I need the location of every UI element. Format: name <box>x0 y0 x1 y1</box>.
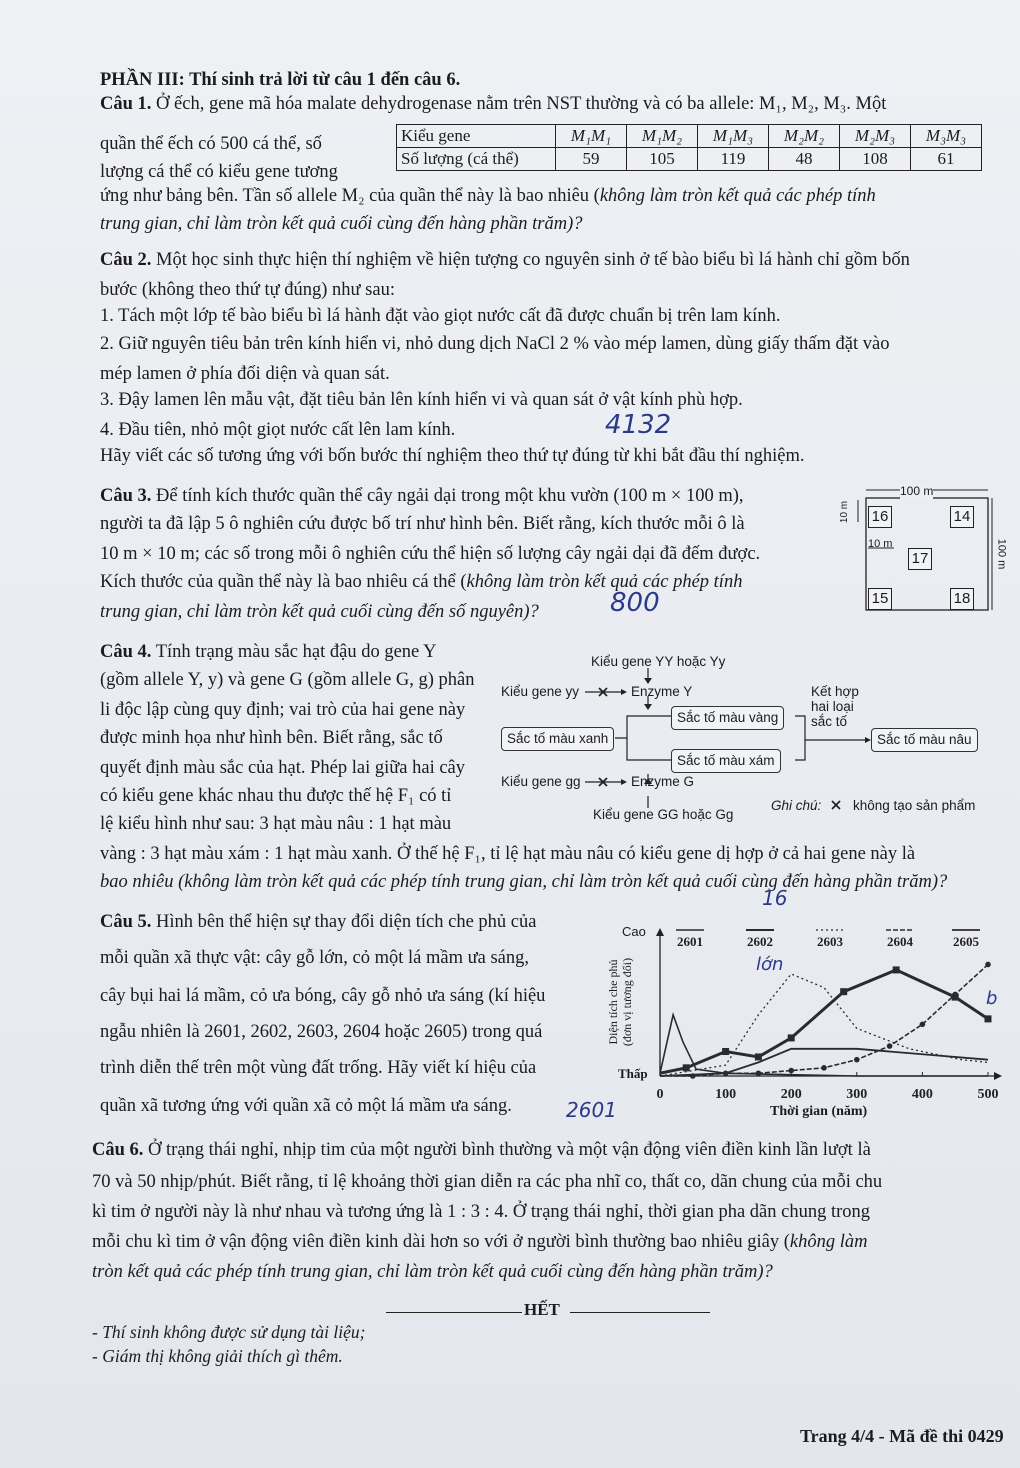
series-point-2602 <box>722 1048 729 1055</box>
q5-line6: quần xã tương ứng với quần xã cỏ một lá mầm ưa sáng. <box>100 1096 512 1116</box>
q4-line4: được minh họa như hình bên. Biết rằng, sắc tố <box>100 728 443 748</box>
page-number: Trang 4/4 - Mã đề thi 0429 <box>800 1426 1004 1446</box>
q4-line3: li độc lập cùng quy định; vai trò của hai gene này <box>100 700 466 720</box>
q1-line4 <box>100 182 876 210</box>
handwriting-answer-q3: 800 <box>610 588 660 618</box>
box-green-pigment: Sắc tố màu xanh <box>501 727 614 751</box>
legend-label-2604: 2604 <box>887 934 913 949</box>
q5-line5: trình diễn thế trên một vùng đất trống. Hãy viết kí hiệu của <box>100 1058 537 1078</box>
label-enzyme-g: Enzyme G <box>631 774 695 789</box>
table-cell: 108 <box>840 148 911 171</box>
dim-right: 100 m <box>995 538 1008 570</box>
annotation-b: b <box>986 988 998 1009</box>
q4-label: Câu 4. <box>100 642 152 662</box>
end-rule-left <box>386 1312 522 1313</box>
series-line-2602 <box>660 970 988 1073</box>
label-combine: Kết hợp hai loại sắc tố <box>811 684 859 729</box>
y-low-label: Thấp <box>618 1066 648 1081</box>
q3-text-4a: Kích thước của quần thể này là bao nhiêu cá thể ( <box>100 572 467 592</box>
box-yellow-pigment: Sắc tố màu vàng <box>671 706 784 730</box>
table-cell: 105 <box>627 148 698 171</box>
series-point-2604 <box>821 1065 827 1071</box>
table-cell: M₁M₂ <box>627 125 698 148</box>
series-point-2604 <box>887 1043 893 1049</box>
q4-text-1: Tính trạng màu sắc hạt đậu do gene Y <box>155 642 437 662</box>
end-marker: HẾT <box>524 1300 560 1319</box>
footer-note-1: - Thí sinh không được sử dụng tài liệu; <box>92 1322 366 1342</box>
plot-17: 17 <box>908 548 932 570</box>
table-cell: 61 <box>911 148 982 171</box>
table-cell: 119 <box>698 148 769 171</box>
pathway-diagram <box>495 650 995 830</box>
handwriting-answer-q5: 2601 <box>566 1098 617 1122</box>
q3-line5: trung gian, chỉ làm tròn kết quả cuối cùng đến số nguyên)? <box>100 602 539 622</box>
q2-step4: 4. Đầu tiên, nhỏ một giọt nước cất lên lam kính. <box>100 420 456 440</box>
x-tick-label: 100 <box>715 1087 737 1102</box>
q6-text-1: Ở trạng thái nghỉ, nhịp tim của một người bình thường và một vận động viên điền kinh lần lượt là <box>148 1140 871 1160</box>
q1-line2: quần thể ếch có 500 cá thể, số <box>100 134 322 154</box>
q4-line5: quyết định màu sắc của hạt. Phép lai giữa hai cây <box>100 758 466 778</box>
chart-svg <box>610 918 1010 1126</box>
legend-label-2605: 2605 <box>953 934 979 949</box>
q6-text-4a: mỗi chu kì tim ở vận động viên điền kinh dài hơn so với ở người bình thường bao nhiêu giây ( <box>92 1232 790 1252</box>
table-cell: 48 <box>769 148 840 171</box>
x-axis-label: Thời gian (năm) <box>770 1104 868 1119</box>
q5-text-1: Hình bên thể hiện sự thay đổi diện tích che phủ của <box>156 912 537 932</box>
plot-15: 15 <box>868 588 892 610</box>
q6-line4 <box>92 1228 868 1256</box>
q4-line7: lệ kiểu hình như sau: 3 hạt màu nâu : 1 hạt màu <box>100 814 452 834</box>
section-title: PHẦN III: Thí sinh trả lời từ câu 1 đến câu 6. <box>100 70 461 90</box>
q1-text-1: Ở ếch, gene mã hóa malate dehydrogenase nằm trên NST thường và có ba allele: M₁, M₂, M₃. Một <box>156 94 887 114</box>
x-axis-arrow <box>994 1072 1002 1080</box>
q2-line2: bước (không theo thứ tự đúng) như sau: <box>100 280 395 300</box>
y-high-label: Cao <box>622 924 646 939</box>
q2-label: Câu 2. <box>100 250 152 270</box>
label-kg-YY: Kiểu gene YY hoặc Yy <box>591 654 726 669</box>
q6-line5: tròn kết quả các phép tính trung gian, chỉ làm tròn kết quả cuối cùng đến hàng phần trăm)? <box>92 1262 773 1282</box>
q5-line3: cây bụi hai lá mầm, cỏ ưa bóng, cây gỗ nhỏ ưa sáng (kí hiệu <box>100 986 546 1006</box>
series-point-2604 <box>985 962 991 968</box>
q5-line2: mỗi quần xã thực vật: cây gỗ lớn, cỏ một lá mầm ưa sáng, <box>100 948 530 968</box>
series-point-2604 <box>788 1068 794 1074</box>
plot-14: 14 <box>950 506 974 528</box>
dim-left: 10 m <box>839 500 851 524</box>
dim-top: 100 m <box>900 484 934 498</box>
q3-line2: người ta đã lập 5 ô nghiên cứu được bố trí như hình bên. Biết rằng, kích thước mỗi ô là <box>100 514 745 534</box>
q2-line1 <box>100 246 910 274</box>
series-point-2602 <box>788 1034 795 1041</box>
q1-label: Câu 1. <box>100 94 152 114</box>
q1-line3: lượng cá thể có kiểu gene tương <box>100 162 338 182</box>
label-kg-GG: Kiểu gene GG hoặc Gg <box>593 807 734 822</box>
q4-line8: vàng : 3 hạt màu xám : 1 hạt màu xanh. Ở thế hệ F₁, tỉ lệ hạt màu nâu có kiểu gene dị hợp ở cả hai gene này là <box>100 844 916 864</box>
end-rule-right <box>570 1312 710 1313</box>
note-label: Ghi chú: <box>771 798 822 813</box>
plot-16: 16 <box>868 506 892 528</box>
label-enzyme-y: Enzyme Y <box>631 684 693 699</box>
series-point-2604 <box>952 992 958 998</box>
q6-line3: kì tim ở người này là như nhau và tương ứng là 1 : 3 : 4. Ở trạng thái nghỉ, thời gian pha dãn chung trong <box>92 1202 871 1222</box>
q3-text-1: Để tính kích thước quần thể cây ngải dại trong một khu vườn (100 m × 100 m), <box>156 486 744 506</box>
y-axis-arrow <box>656 928 664 936</box>
legend-label-2602: 2602 <box>747 934 773 949</box>
q2-text-1: Một học sinh thực hiện thí nghiệm về hiện tượng co nguyên sinh ở tế bào biểu bì lá hành chỉ gồm bốn <box>156 250 910 270</box>
table-row <box>397 125 982 148</box>
q2-ask: Hãy viết các số tương ứng với bốn bước thí nghiệm theo thứ tự đúng từ khi bắt đầu thí nghiệm. <box>100 446 805 466</box>
table-cell: 59 <box>556 148 627 171</box>
quadrat-figure <box>840 482 1010 622</box>
legend-label-2601: 2601 <box>677 934 703 949</box>
q3-line3: 10 m × 10 m; các số trong mỗi ô nghiên cứu thể hiện số lượng cây ngải dại đã đếm được. <box>100 544 761 564</box>
handwriting-answer-q4: 16 <box>762 886 788 910</box>
note-text: không tạo sản phẩm <box>853 798 976 813</box>
q4-line2: (gồm allele Y, y) và gene G (gồm allele G, g) phân <box>100 670 475 690</box>
plot-18: 18 <box>950 588 974 610</box>
q3-line1 <box>100 482 744 510</box>
q5-line1 <box>100 908 536 936</box>
q6-line1 <box>92 1136 871 1164</box>
series-point-2602 <box>985 1015 992 1022</box>
q2-step1: 1. Tách một lớp tế bào biểu bì lá hành đặt vào giọt nước cất đã được chuẩn bị trên lam kính. <box>100 306 781 326</box>
q1-text-4b: không làm tròn kết quả các phép tính <box>599 186 876 206</box>
table-cell: M₂M₂ <box>769 125 840 148</box>
x-tick-label: 500 <box>977 1087 999 1102</box>
handwriting-answer-q2: 4132 <box>605 410 672 440</box>
q4-line1 <box>100 638 437 666</box>
q2-step2a: 2. Giữ nguyên tiêu bản trên kính hiển vi, nhỏ dung dịch NaCl 2 % vào mép lamen, dùng giấy thấm đặt vào <box>100 334 890 354</box>
legend-label-2603: 2603 <box>817 934 843 949</box>
q3-label: Câu 3. <box>100 486 152 506</box>
series-point-2604 <box>756 1070 762 1076</box>
series-point-2602 <box>683 1064 690 1071</box>
x-tick-label: 400 <box>911 1087 933 1102</box>
x-tick-label: 300 <box>846 1087 868 1102</box>
q5-line4: ngẫu nhiên là 2601, 2602, 2603, 2604 hoặc 2605) trong quá <box>100 1022 543 1042</box>
series-line-2605 <box>660 1049 988 1076</box>
q1-line5: trung gian, chỉ làm tròn kết quả cuối cùng đến hàng phần trăm)? <box>100 214 583 234</box>
table-header-count: Số lượng (cá thể) <box>397 148 556 171</box>
succession-chart <box>606 918 1010 1126</box>
genotype-table <box>396 124 982 171</box>
q5-label: Câu 5. <box>100 912 152 932</box>
q6-line2: 70 và 50 nhịp/phút. Biết rằng, tỉ lệ khoảng thời gian diễn ra các pha nhĩ co, thất co, dãn chung của mỗi chu <box>92 1172 883 1192</box>
q4-line6: có kiểu gene khác nhau thu được thế hệ F₁ có tỉ <box>100 786 452 806</box>
box-brown-pigment: Sắc tố màu nâu <box>871 728 978 752</box>
table-cell: M₃M₃ <box>911 125 982 148</box>
series-point-2604 <box>854 1057 860 1063</box>
table-cell: M₁M₃ <box>698 125 769 148</box>
q1-line1 <box>100 90 886 118</box>
dim-inner: 10 m <box>868 538 893 550</box>
q3-text-4b: không làm tròn kết quả các phép tính <box>466 572 743 592</box>
series-point-2602 <box>755 1053 762 1060</box>
q2-step3: 3. Đậy lamen lên mẫu vật, đặt tiêu bản lên kính hiển vi và quan sát ở vật kính phù hợp. <box>100 390 743 410</box>
series-point-2602 <box>893 966 900 973</box>
label-kg-yy: Kiểu gene yy <box>501 684 580 699</box>
x-tick-label: 0 <box>656 1087 664 1102</box>
series-point-2602 <box>840 988 847 995</box>
footer-note-2: - Giám thị không giải thích gì thêm. <box>92 1346 343 1366</box>
table-cell: M₁M₁ <box>556 125 627 148</box>
x-tick-label: 200 <box>780 1087 802 1102</box>
annotation-lon: lớn <box>756 954 784 975</box>
q2-step2b: mép lamen ở phía đối diện và quan sát. <box>100 364 390 384</box>
table-cell: M₂M₃ <box>840 125 911 148</box>
table-header-genotype: Kiểu gene <box>397 125 556 148</box>
q6-label: Câu 6. <box>92 1140 144 1160</box>
table-row <box>397 148 982 171</box>
series-point-2604 <box>920 1022 926 1028</box>
y-axis-label: Diện tích che phủ (đơn vị tương đối) <box>606 957 635 1047</box>
label-kg-gg: Kiểu gene gg <box>501 774 581 789</box>
q6-text-4b: không làm <box>789 1232 868 1252</box>
q1-text-4a: ứng như bảng bên. Tần số allele M₂ của quần thể này là bao nhiêu ( <box>100 186 600 206</box>
box-grey-pigment: Sắc tố màu xám <box>671 749 781 773</box>
q4-line9: bao nhiêu (không làm tròn kết quả các phép tính trung gian, chỉ làm tròn kết quả cuối cùng đến hàng phần trăm)? <box>100 872 948 892</box>
